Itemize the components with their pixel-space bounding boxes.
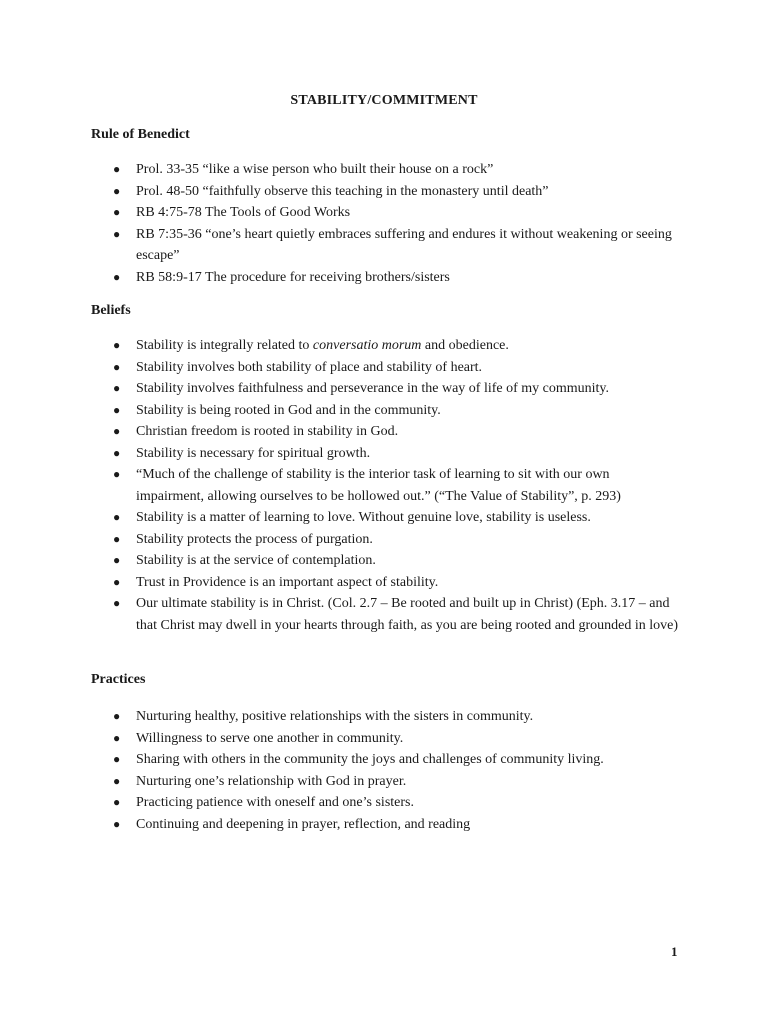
bullet-icon: ● [113, 381, 121, 395]
list-item: ● Sharing with others in the community the joys and challenges of community living. [0, 749, 768, 771]
list-item: ● Our ultimate stability is in Christ. (Col. 2.7 – Be rooted and built up in Christ) (Eph. 3.17 – and that Christ may dwell in your hearts through faith, as you are being rooted and grounded in love) [0, 593, 768, 636]
bullet-icon: ● [113, 510, 121, 524]
bullet-icon: ● [113, 752, 121, 766]
list-item: ● RB 4:75-78 The Tools of Good Works [0, 202, 768, 224]
list-item: ● Stability is integrally related to conversatio morum and obedience. [0, 335, 768, 357]
bullet-icon: ● [113, 445, 121, 460]
bullet-icon: ● [113, 226, 121, 241]
bullet-icon: ● [113, 402, 121, 417]
document-title: STABILITY/COMMITMENT [290, 93, 478, 108]
list-item: ● Nurturing one’s relationship with God in prayer. [0, 771, 768, 793]
bullet-icon: ● [113, 574, 121, 589]
bullet-icon: ● [113, 795, 121, 809]
emphasized-term: conversatio morum [312, 338, 422, 353]
bullet-icon: ● [113, 183, 121, 198]
bullet-icon: ● [113, 269, 121, 284]
list-item: ● Nurturing healthy, positive relationships with the sisters in community. [0, 706, 768, 728]
bullet-icon: ● [113, 205, 121, 219]
list-item: ● Trust in Providence is an important aspect of stability. [0, 572, 768, 594]
list-item: ● Stability is a matter of learning to love. Without genuine love, stability is useless. [0, 507, 768, 529]
beliefs-list [0, 335, 768, 636]
list-item: ● Willingness to serve one another in community. [0, 728, 768, 750]
bullet-icon: ● [113, 338, 121, 352]
list-item: ● Christian freedom is rooted in stability in God. [0, 421, 768, 443]
list-item: ● RB 7:35-36 “one’s heart quietly embraces suffering and endures it without weakening or seeing escape” [0, 224, 768, 267]
section-heading-rule-of-benedict: Rule of Benedict [91, 127, 190, 142]
section-heading-practices: Practices [91, 672, 146, 687]
practices-list [0, 706, 768, 835]
list-item: ● Practicing patience with oneself and one’s sisters. [0, 792, 768, 814]
bullet-icon: ● [113, 467, 121, 481]
bullet-icon: ● [113, 730, 121, 745]
list-item: ● Prol. 33-35 “like a wise person who built their house on a rock” [0, 159, 768, 181]
list-item: ● Prol. 48-50 “faithfully observe this teaching in the monastery until death” [0, 181, 768, 203]
bullet-icon: ● [113, 162, 121, 176]
bullet-icon: ● [113, 773, 121, 788]
list-item: ● Stability involves faithfulness and perseverance in the way of life of my community. [0, 378, 768, 400]
bullet-icon: ● [113, 553, 121, 567]
list-item: ● Continuing and deepening in prayer, reflection, and reading [0, 814, 768, 836]
bullet-icon: ● [113, 359, 121, 374]
bullet-icon: ● [113, 424, 121, 438]
list-item: ● Stability protects the process of purgation. [0, 529, 768, 551]
bullet-icon: ● [113, 709, 121, 723]
list-item: ● Stability is necessary for spiritual growth. [0, 443, 768, 465]
bullet-icon: ● [113, 596, 121, 610]
bullet-icon: ● [113, 531, 121, 546]
bullet-icon: ● [113, 816, 121, 831]
list-item: ● Stability involves both stability of place and stability of heart. [0, 357, 768, 379]
list-item: ● “Much of the challenge of stability is the interior task of learning to sit with our own impairment, allowing ourselves to be hollowed out.” (“The Value of Stability”, p. 293) [0, 464, 768, 507]
list-item: ● Stability is being rooted in God and in the community. [0, 400, 768, 422]
rule-of-benedict-list [0, 159, 768, 288]
list-item: ● RB 58:9-17 The procedure for receiving brothers/sisters [0, 267, 768, 289]
list-item: ● Stability is at the service of contemplation. [0, 550, 768, 572]
page-number: 1 [671, 944, 678, 959]
section-heading-beliefs: Beliefs [91, 303, 131, 318]
